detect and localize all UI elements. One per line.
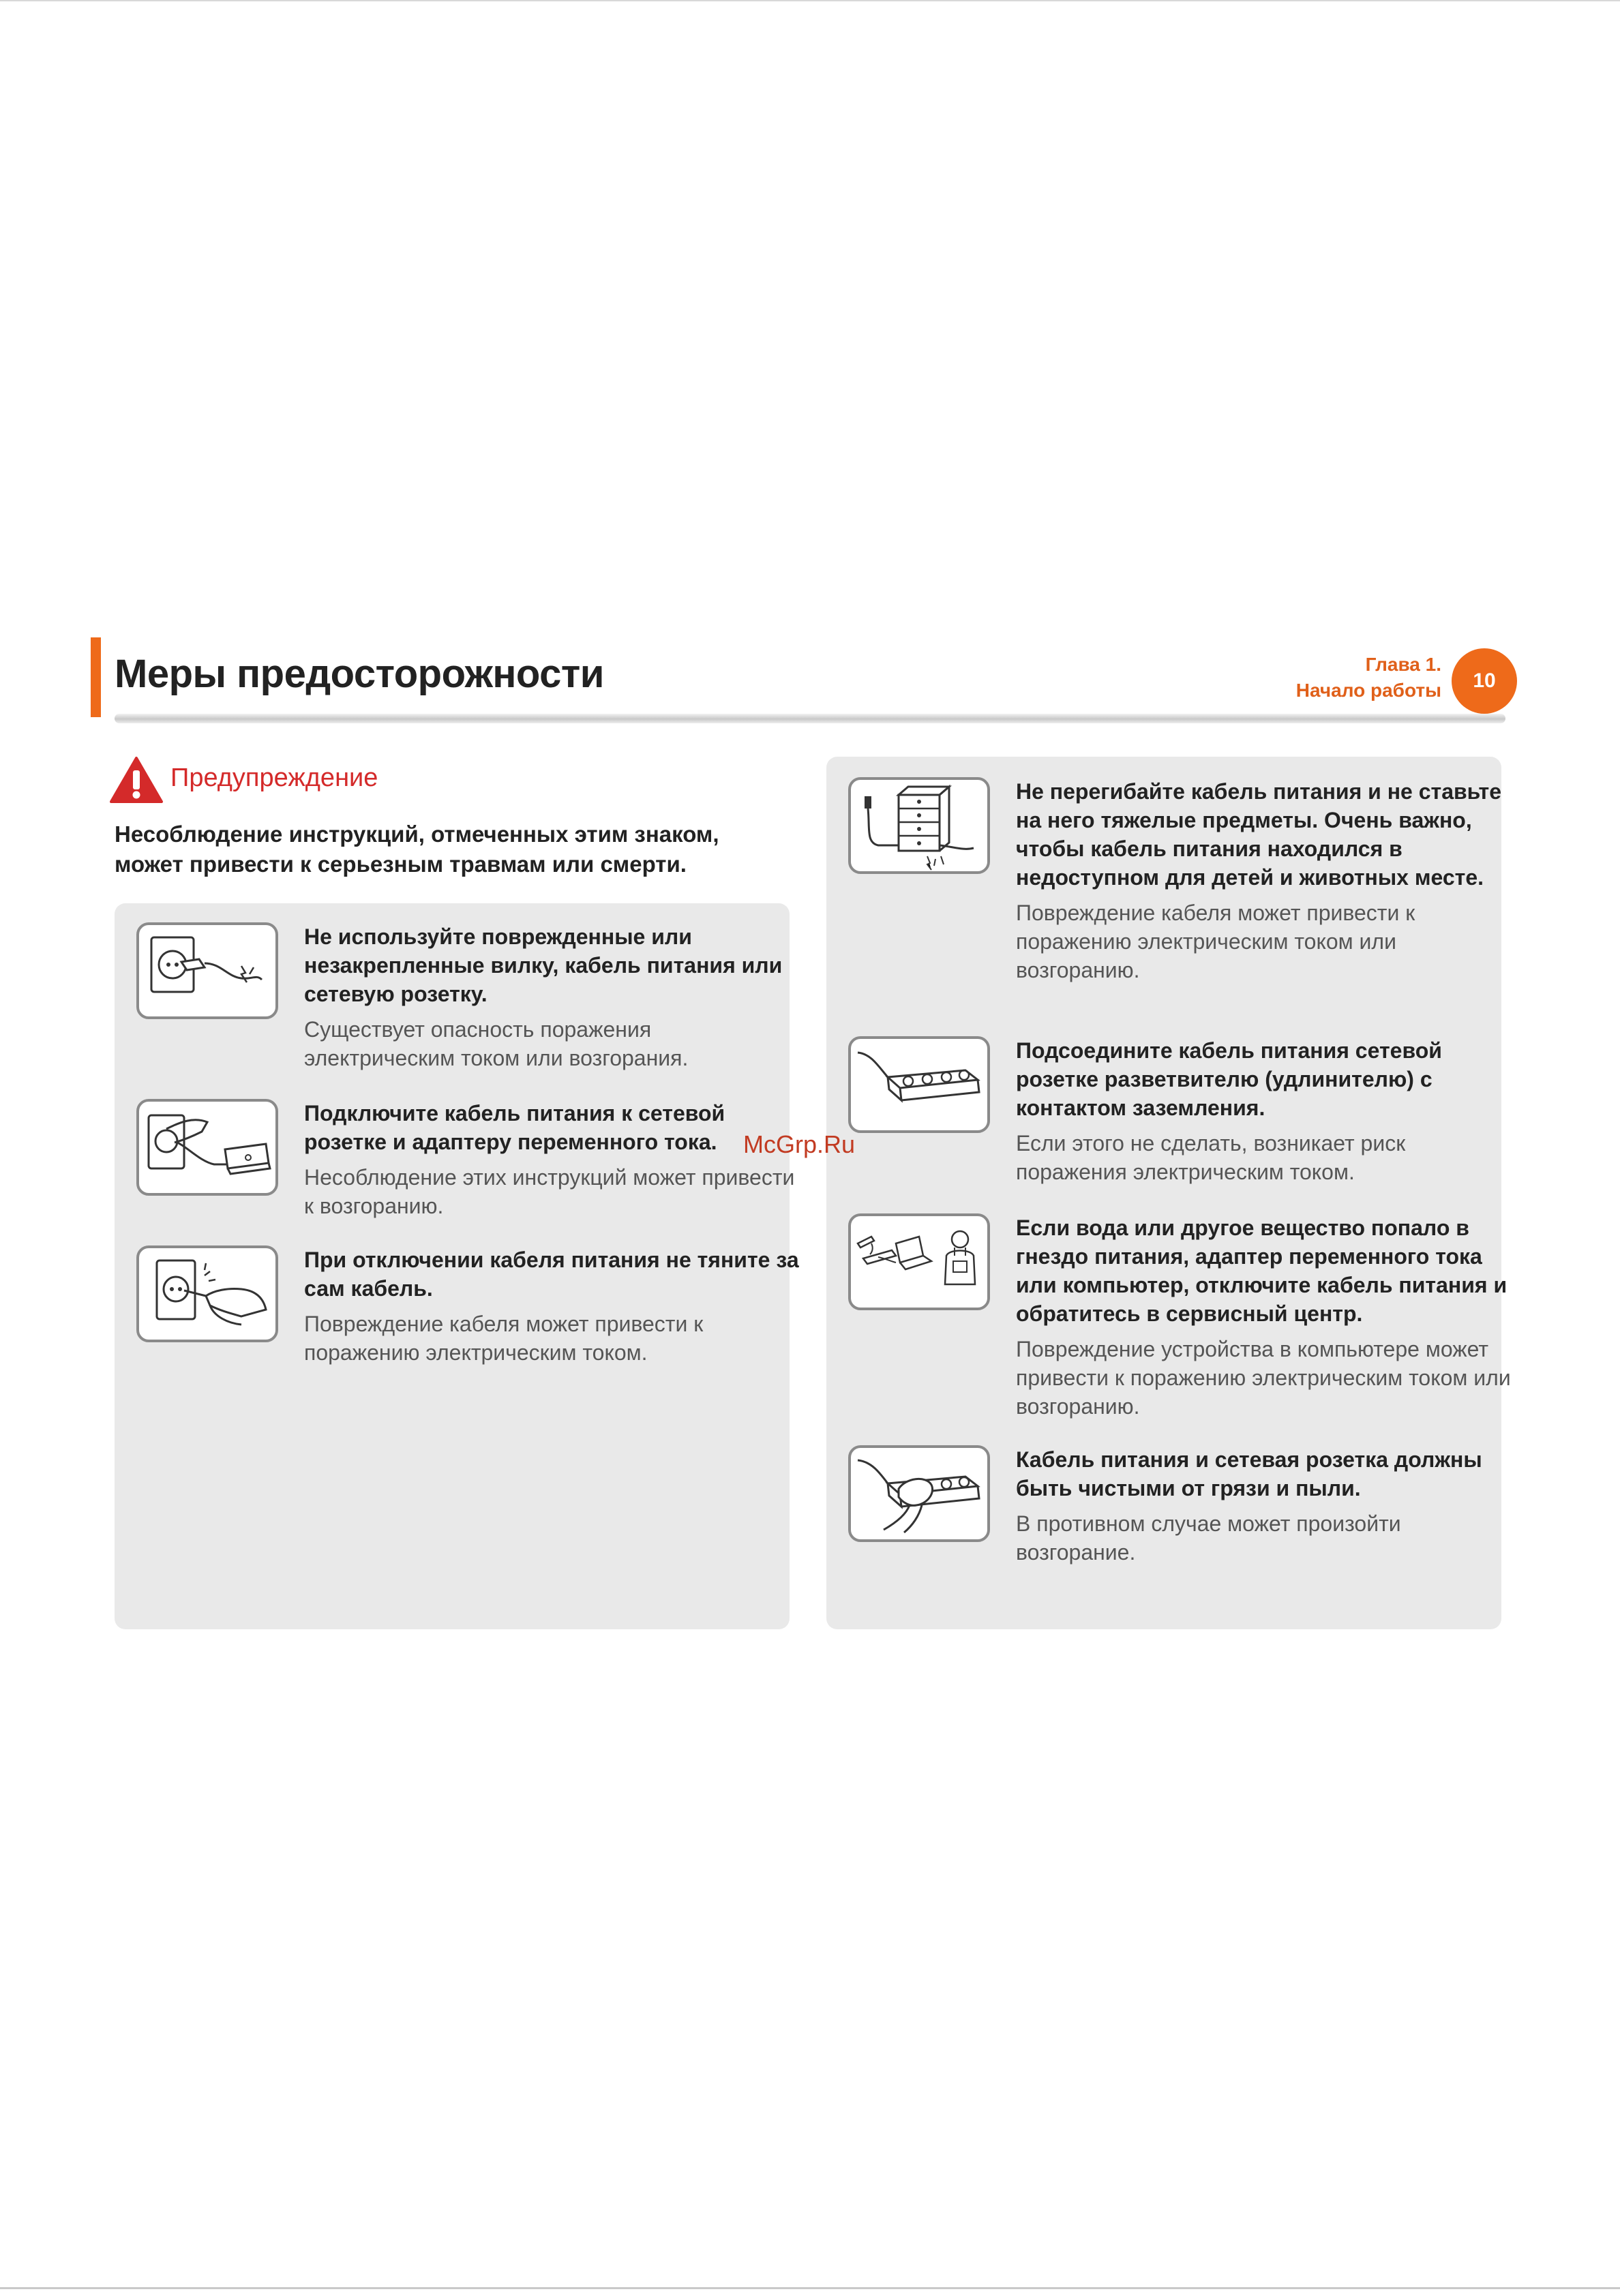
cabinet-cable-icon xyxy=(848,777,990,874)
page-bottom-edge xyxy=(0,2287,1620,2289)
damaged-plug-icon xyxy=(136,922,278,1019)
item-title: При отключении кабеля питания не тяните за сам кабель. xyxy=(304,1248,799,1301)
page-top-edge xyxy=(0,0,1620,1)
chapter-number: Глава 1. xyxy=(1365,654,1441,675)
page-number-badge: 10 xyxy=(1452,648,1517,714)
plug-adapter-icon xyxy=(136,1099,278,1196)
item-description: Повреждение кабеля может привести к поражению электрическим током или возгоранию. xyxy=(1016,901,1415,982)
watermark-text: McGrp.Ru xyxy=(743,1130,856,1158)
item-description: Если этого не сделать, возникает риск поражения электрическим током. xyxy=(1016,1131,1406,1184)
item-title: Не перегибайте кабель питания и не ставьте на него тяжелые предметы. Очень важно, чтобы кабель питания находился в недоступном для детей и животных месте. xyxy=(1016,779,1501,890)
left-panel xyxy=(115,903,799,1629)
chapter-label xyxy=(1296,652,1441,704)
item-description: Существует опасность поражения электрическим током или возгорания. xyxy=(304,1017,689,1070)
item-title: Если вода или другое вещество попало в гнездо питания, адаптер переменного тока или компьютер, отключите кабель питания и обратитесь в сервисный центр. xyxy=(1016,1215,1508,1326)
power-strip-icon xyxy=(848,1036,990,1133)
unplug-hand-icon xyxy=(136,1245,278,1342)
right-panel xyxy=(826,757,1511,1629)
item-title: Не используйте поврежденные или незакрепленные вилку, кабель питания или сетевую розетку. xyxy=(304,924,783,1006)
item-title: Кабель питания и сетевая розетка должны быть чистыми от грязи и пыли. xyxy=(1016,1447,1482,1500)
item-description: Повреждение кабеля может привести к поражению электрическим током. xyxy=(304,1312,704,1365)
item-title: Подключите кабель питания к сетевой розетке и адаптеру переменного тока. xyxy=(304,1101,725,1154)
warning-triangle-icon xyxy=(109,755,164,804)
title-divider xyxy=(115,714,1505,723)
warning-label: Предупреждение xyxy=(170,764,378,792)
item-title: Подсоедините кабель питания сетевой розетке разветвителю (удлинителю) с контактом заземления. xyxy=(1016,1038,1442,1120)
water-spill-icon xyxy=(848,1213,990,1310)
page-title: Меры предосторожности xyxy=(115,652,604,696)
cleaning-strip-icon xyxy=(848,1445,990,1542)
item-description: В противном случае может произойти возгорание. xyxy=(1016,1511,1401,1565)
warning-description: Несоблюдение инструкций, отмеченных этим знаком, может привести к серьезным травмам или смерти. xyxy=(115,821,719,877)
item-description: Повреждение устройства в компьютере может привести к поражению электрическим током или возгоранию. xyxy=(1016,1337,1511,1419)
item-description: Несоблюдение этих инструкций может привести к возгоранию. xyxy=(304,1165,795,1218)
chapter-title: Начало работы xyxy=(1295,680,1441,701)
title-accent-bar xyxy=(91,637,101,717)
